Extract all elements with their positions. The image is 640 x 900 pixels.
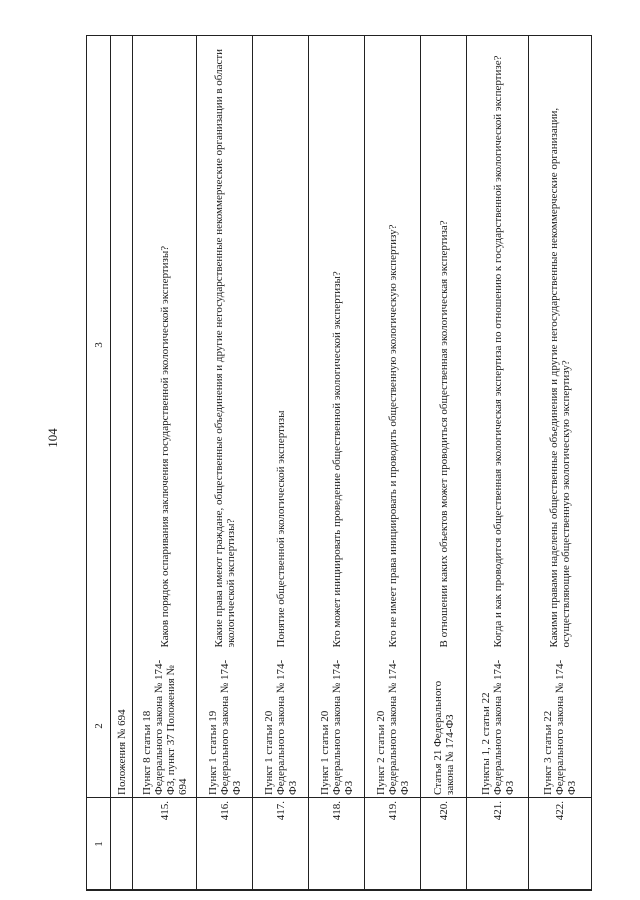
- table-row: [365, 36, 421, 890]
- row-reference: Пункты 1, 2 статьи 22 Федерального закона № 174-ФЗ: [467, 654, 528, 798]
- row-number: 415.: [133, 798, 196, 890]
- row-number: 420.: [421, 798, 466, 890]
- table-row: [253, 36, 309, 890]
- row-reference: Пункт 8 статьи 18 Федерального закона № 174-ФЗ, пункт 37 Положения № 694: [133, 654, 196, 798]
- table-row: [467, 36, 529, 890]
- table-row: [529, 36, 591, 890]
- row-number: 422.: [529, 798, 591, 890]
- row-reference: Пункт 2 статьи 20 Федерального закона № 174-ФЗ: [365, 654, 420, 798]
- questions-table: [86, 35, 592, 891]
- row-question: Кто не имеет права инициировать и проводить общественную экологическую экспертизу?: [386, 224, 399, 648]
- page-number: 104: [45, 428, 60, 448]
- header-cell-number: 1: [87, 798, 110, 890]
- row-number: [111, 798, 132, 890]
- table-row: [133, 36, 197, 890]
- row-question: [111, 36, 132, 654]
- table-row: [197, 36, 253, 890]
- header-cell-question: 3: [92, 342, 105, 348]
- row-question: Какими правами наделены общественные объединения и другие негосударственные некоммерческие организации, осуществляющие общественную экологическую экспертизу?: [548, 107, 572, 648]
- row-question: Когда и как проводится общественная экологическая экспертиза по отношению к государственной экологической экспертизе?: [491, 55, 504, 648]
- row-question: Каков порядок оспаривания заключения государственной экологической экспертизы?: [158, 245, 171, 648]
- row-reference: Пункт 1 статьи 19 Федерального закона № 174-ФЗ: [197, 654, 252, 798]
- row-number: 416.: [197, 798, 252, 890]
- row-reference: Пункт 3 статьи 22 Федерального закона № 174-ФЗ: [529, 654, 591, 798]
- row-reference: Статья 21 Федерального закона № 174-ФЗ: [421, 654, 466, 798]
- row-question: Какие права имеют граждане, общественные объединения и другие негосударственные некоммерческие организации в области экологической экспертизы?: [212, 48, 237, 648]
- table-header-row: [87, 36, 111, 890]
- row-number: 417.: [253, 798, 308, 890]
- row-number: 419.: [365, 798, 420, 890]
- row-reference: Пункт 1 статьи 20 Федерального закона № 174-ФЗ: [253, 654, 308, 798]
- table-row: [421, 36, 467, 890]
- table-row: [309, 36, 365, 890]
- row-number: 421.: [467, 798, 528, 890]
- row-question: В отношении каких объектов может проводиться общественная экологическая экспертиза?: [437, 220, 450, 648]
- row-reference: Положения № 694: [111, 654, 132, 798]
- row-question: Кто может инициировать проведение общественной экологической экспертизы?: [330, 271, 343, 648]
- row-number: 418.: [309, 798, 364, 890]
- table-row: [111, 36, 133, 890]
- header-cell-reference: 2: [87, 654, 110, 798]
- row-question: Понятие общественной экологической экспертизы: [274, 410, 287, 648]
- row-reference: Пункт 1 статьи 20 Федерального закона № 174-ФЗ: [309, 654, 364, 798]
